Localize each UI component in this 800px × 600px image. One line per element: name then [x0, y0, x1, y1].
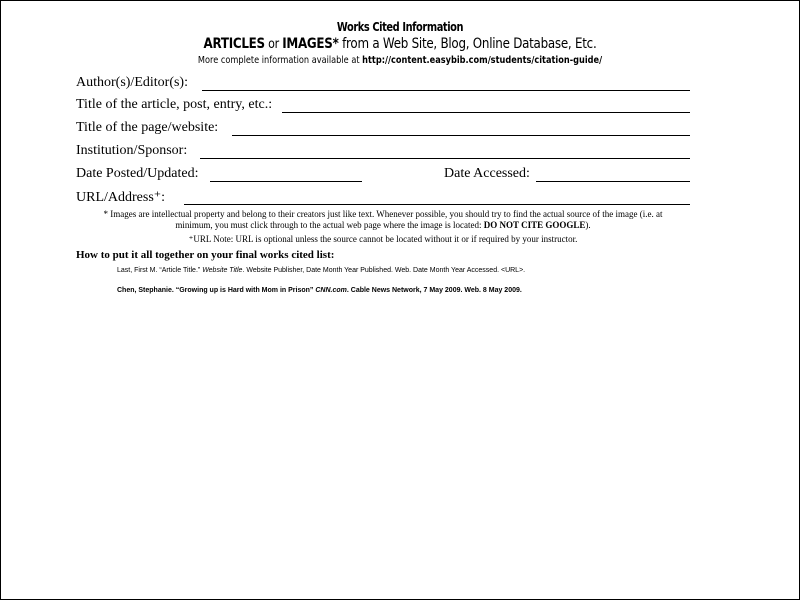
citation-guide-link[interactable]: http://content.easybib.com/students/citation-guide/	[362, 55, 603, 66]
citation-template	[117, 267, 525, 274]
url-address-blank[interactable]	[184, 204, 690, 205]
article-title-field	[76, 97, 690, 115]
citation-example	[117, 287, 522, 294]
template-part-rest: . Website Publisher, Date Month Year Published. Web. Date Month Year Accessed. <URL>.	[242, 267, 526, 274]
article-title-blank[interactable]	[282, 112, 690, 113]
do-not-cite-google: DO NOT CITE GOOGLE	[483, 220, 586, 230]
author-editor-blank[interactable]	[202, 90, 690, 91]
author-editor-label: Author(s)/Editor(s):	[76, 75, 188, 90]
images-footnote-end: ).	[585, 220, 591, 230]
date-posted-blank[interactable]	[210, 181, 362, 182]
url-address-label: URL/Address⁺:	[76, 190, 166, 205]
date-accessed-field	[444, 166, 690, 184]
subtitle-sources: from a Web Site, Blog, Online Database, Etc.	[338, 36, 597, 52]
institution-sponsor-field	[76, 143, 690, 161]
subtitle-articles: ARTICLES	[203, 36, 265, 52]
example-part-rest: . Cable News Network, 7 May 2009. Web. 8 May 2009.	[346, 287, 522, 294]
subtitle-images: IMAGES*	[282, 36, 339, 52]
date-posted-field	[76, 166, 366, 184]
worksheet-title: Works Cited Information	[336, 20, 464, 34]
url-address-field	[76, 189, 690, 207]
template-part-author: Last, First M. “Article Title.”	[117, 267, 203, 274]
more-info-prefix: More complete information available at	[197, 55, 363, 66]
template-part-website: Website Title	[202, 267, 243, 274]
images-footnote-line2: minimum, you must click through to the actual web page where the image is located:	[175, 220, 484, 230]
page-website-title-field	[76, 120, 690, 138]
article-title-label: Title of the article, post, entry, etc.:	[76, 97, 273, 112]
example-part-website: CNN.com	[315, 287, 347, 294]
example-part-author: Chen, Stephanie. “Growing up is Hard with Mom in Prison”	[117, 287, 316, 294]
author-editor-field	[76, 75, 690, 93]
institution-sponsor-blank[interactable]	[200, 158, 690, 159]
more-info-note	[73, 55, 727, 66]
url-footnote: ⁺URL Note: URL is optional unless the source cannot be located without it or if required by your instructor.	[188, 234, 578, 244]
date-posted-label: Date Posted/Updated:	[76, 166, 199, 181]
institution-sponsor-label: Institution/Sponsor:	[76, 143, 188, 158]
worksheet-subtitle	[61, 36, 739, 52]
images-footnote	[76, 209, 690, 231]
page-website-title-label: Title of the page/website:	[76, 120, 219, 135]
date-accessed-label: Date Accessed:	[444, 166, 530, 181]
how-to-heading: How to put it all together on your final works cited list:	[76, 249, 335, 261]
subtitle-or: or	[264, 37, 283, 52]
page-website-title-blank[interactable]	[232, 135, 690, 136]
date-accessed-blank[interactable]	[536, 181, 690, 182]
images-footnote-line1: * Images are intellectual property and belong to their creators just like text. Whenever possible, you should try to find the actual source of the image (i.e. at	[103, 209, 663, 219]
